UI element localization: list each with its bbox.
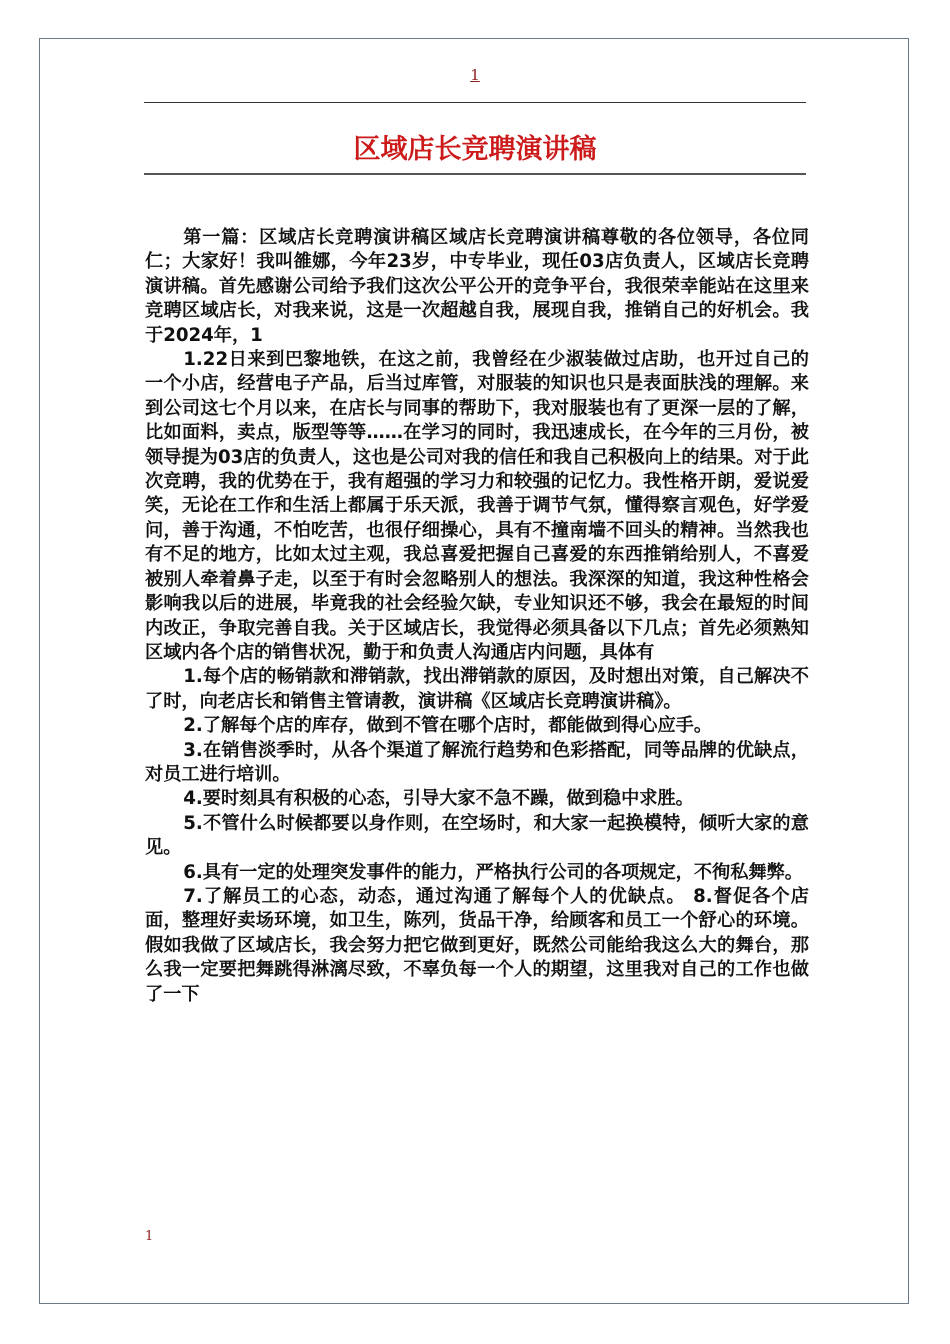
document-title: 区域店长竞聘演讲稿 [353,134,597,165]
header-page-number: 1 [470,66,480,84]
footer-page-number: 1 [145,1229,154,1244]
header-rule [144,102,806,103]
paragraph: 5.不管什么时候都要以身作则，在空场时，和大家一起换模特，倾听大家的意见。 [145,812,809,859]
paragraph: 3.在销售淡季时，从各个渠道了解流行趋势和色彩搭配，同等品牌的优缺点，对员工进行培训。 [145,739,809,785]
paragraph: 2.了解每个店的库存，做到不管在哪个店时，都能做到得心应手。 [183,715,713,737]
paragraph: 1.每个店的畅销款和滞销款，找出滞销款的原因，及时想出对策，自己解决不了时，向老店长和销售主管请教，演讲稿《区域店长竞聘演讲稿》。 [145,666,809,712]
document-body [145,226,809,1007]
paragraph: 7.了解员工的心态，动态，通过沟通了解每个人的优缺点。 8.督促各个店面，整理好卖场环境，如卫生，陈列，货品干净，给顾客和员工一个舒心的环境。假如我做了区域店长，我会努力把它做到更好，既然公司能给我这么大的舞台，那么我一定要把舞跳得淋漓尽致，不辜负每一个人的期望，这里我对自己的工作也做了一下 [145,885,809,1005]
paragraph: 1.22日来到巴黎地铁，在这之前，我曾经在少淑装做过店助，也开过自己的一个小店，经营电子产品，后当过库管，对服装的知识也只是表面肤浅的理解。来到公司这七个月以来，在店长与同事的帮助下，我对服装也有了更深一层的了解，比如面料，卖点，版型等等……在学习的同时，我迅速成长，在今年的三月份，被领导提为03店的负责人，这也是公司对我的信任和我自己积极向上的结果。对于此次竞聘，我的优势在于，我有超强的学习力和较强的记忆力。我性格开朗，爱说爱笑，无论在工作和生活上都属于乐天派，我善于调节气氛，懂得察言观色，好学爱问，善于沟通，不怕吃苦，也很仔细操心，具有不撞南墙不回头的精神。当然我也有不足的地方，比如太过主观，我总喜爱把握自己喜爱的东西推销给别人，不喜爱被别人牵着鼻子走，以至于有时会忽略别人的想法。我深深的知道，我这种性格会影响我以后的进展，毕竟我的社会经验欠缺，专业知识还不够，我会在最短的时间内改正，争取完善自我。关于区域店长，我觉得必须具备以下几点；首先必须熟知区域内各个店的销售状况，勤于和负责人沟通店内问题，具体有 [145,349,809,663]
title-rule [144,173,806,175]
paragraph: 第一篇：区域店长竞聘演讲稿区域店长竞聘演讲稿尊敬的各位领导，各位同仁；大家好！我叫雒娜，今年23岁，中专毕业，现任03店负责人，区域店长竞聘演讲稿。首先感谢公司给予我们这次公平公开的竞争平台，我很荣幸能站在这里来竞聘区域店长，对我来说，这是一次超越自我，展现自我，推销自己的好机会。我于2024年，1 [145,227,809,346]
paragraph: 6.具有一定的处理突发事件的能力，严格执行公司的各项规定，不徇私舞弊。 [183,861,803,883]
paragraph: 4.要时刻具有积极的心态，引导大家不急不躁，做到稳中求胜。 [183,788,694,810]
